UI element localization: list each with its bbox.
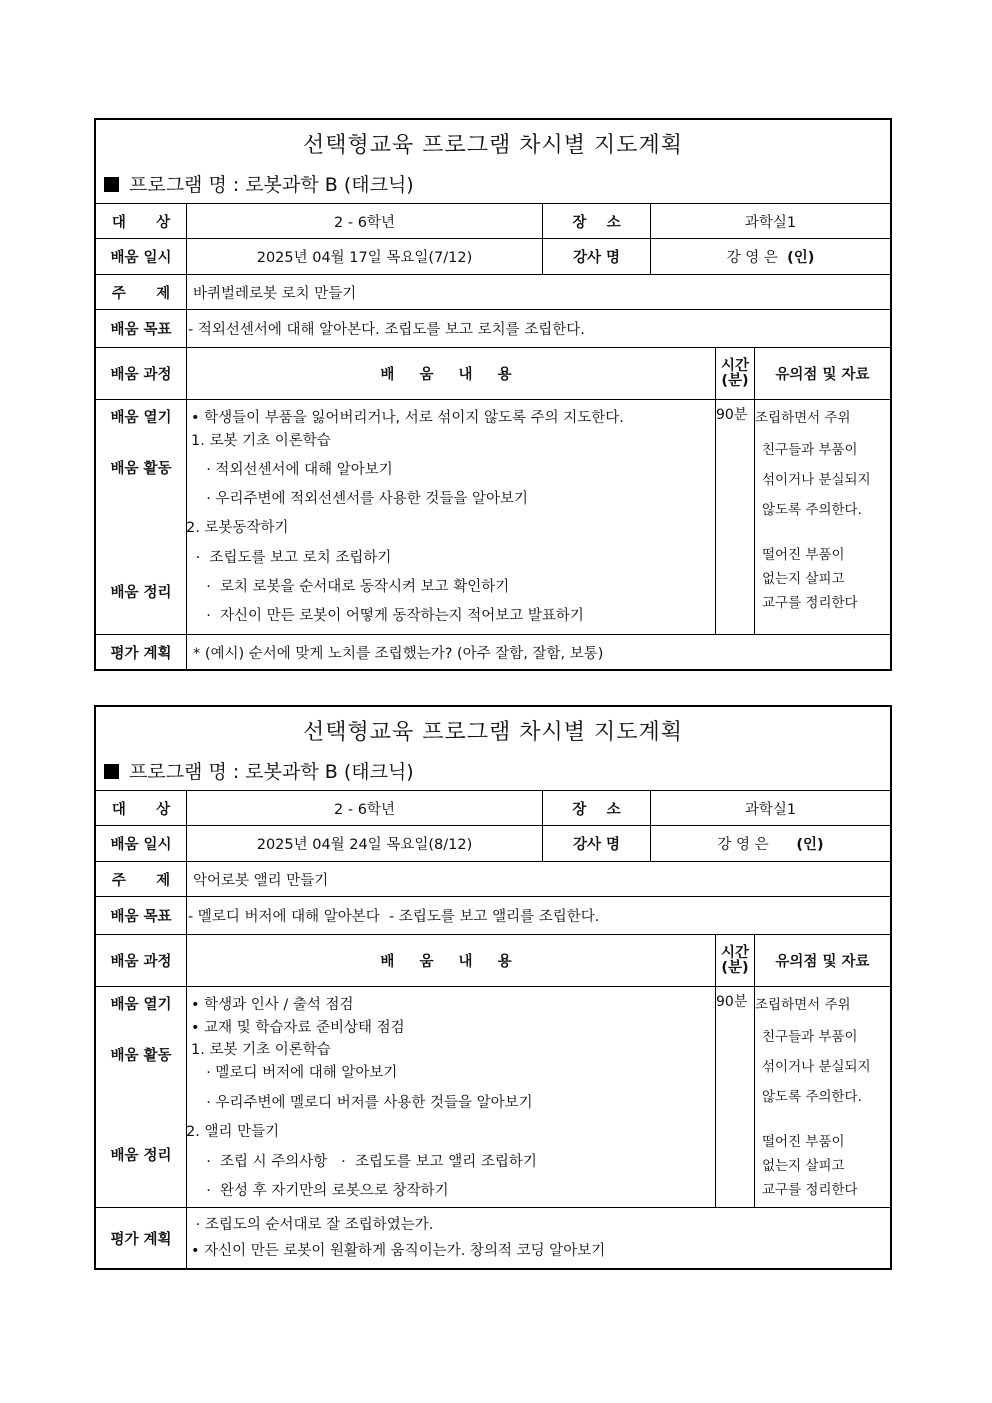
teacher-value: 강 영 은 (인) — [651, 826, 890, 861]
time-header: 시간 (분) — [716, 348, 755, 399]
content-header: 배 움 내 용 — [187, 348, 716, 399]
notes-line: 없는지 살피고 — [762, 1158, 845, 1174]
content-line: • 학생들이 부품을 잃어버리거나, 서로 섞이지 않도록 주의 지도한다. — [191, 410, 624, 426]
process-header: 배움 과정 — [96, 935, 187, 986]
target-label: 대 상 — [96, 204, 187, 238]
time-header: 시간 (분) — [716, 935, 755, 986]
plan-title: 선택형교육 프로그램 차시별 지도계획 — [302, 133, 683, 158]
notes-line: 떨어진 부품이 — [762, 1134, 845, 1150]
target-row — [96, 791, 890, 826]
date-row — [96, 239, 890, 275]
notes-line: 조립하면서 주위 — [755, 410, 851, 426]
square-bullet-icon — [104, 764, 119, 779]
topic-row — [96, 275, 890, 310]
notes-line: 친구들과 부품이 — [762, 442, 858, 458]
notes-header: 유의점 및 자료 — [775, 954, 870, 970]
content-line: · 완성 후 자기만의 로봇으로 창작하기 — [197, 1183, 449, 1199]
eval-label: 평가 계획 — [96, 1208, 187, 1268]
lesson-plan-1 — [94, 118, 892, 671]
notes-line: 친구들과 부품이 — [762, 1029, 858, 1045]
content-list — [187, 400, 716, 634]
content-line: 2. 로봇동작하기 — [186, 520, 289, 536]
content-row — [96, 987, 890, 1208]
content-line: 2. 앨리 만들기 — [186, 1124, 280, 1140]
stage-close: 배움 정리 — [110, 1148, 172, 1164]
time-cell — [716, 400, 755, 634]
content-line: • 교재 및 학습자료 준비상태 점검 — [191, 1020, 405, 1036]
topic-value: 악어로봇 앨리 만들기 — [193, 872, 329, 889]
content-row — [96, 400, 890, 635]
square-bullet-icon — [104, 177, 119, 192]
notes-line: 않도록 주의한다. — [762, 1089, 862, 1105]
content-line: · 조립 시 주의사항 · 조립도를 보고 앨리 조립하기 — [197, 1154, 537, 1170]
teacher-label: 강사 명 — [543, 239, 651, 274]
seal-mark: (인) — [787, 250, 815, 266]
notes-line: 교구를 정리한다 — [762, 595, 858, 611]
content-line: · 우리주변에 적외선센서를 사용한 것들을 알아보기 — [197, 491, 529, 507]
eval-value: * (예시) 순서에 맞게 노치를 조립했는가? (아주 잘함, 잘함, 보통) — [193, 645, 604, 662]
content-line: • 학생과 인사 / 출석 점검 — [191, 997, 354, 1013]
program-name: 프로그램 명 : 로봇과학 B (태크닉) — [104, 170, 414, 197]
eval-row — [96, 1208, 890, 1268]
notes-line: 조립하면서 주위 — [755, 997, 851, 1013]
seal-mark: (인) — [796, 837, 824, 853]
stage-activity: 배움 활동 — [110, 461, 172, 477]
time-value: 90분 — [716, 407, 748, 423]
content-list — [187, 987, 716, 1207]
goal-label: 배움 목표 — [96, 897, 187, 934]
topic-value: 바퀴벌레로봇 로치 만들기 — [193, 285, 357, 302]
notes-line: 떨어진 부품이 — [762, 547, 845, 563]
goal-row — [96, 897, 890, 935]
place-label: 장 소 — [543, 791, 651, 825]
notes-line: 섞이거나 분실되지 — [762, 472, 871, 488]
plan-header — [96, 707, 890, 791]
eval-label: 평가 계획 — [96, 635, 187, 669]
stage-open: 배움 열기 — [110, 997, 172, 1013]
notes-list — [755, 987, 890, 1207]
eval-line: • 자신이 만든 로봇이 원활하게 움직이는가. 창의적 코딩 알아보기 — [191, 1243, 606, 1259]
process-stages — [96, 987, 187, 1207]
target-value: 2 - 6학년 — [187, 791, 543, 825]
date-label: 배움 일시 — [96, 239, 187, 274]
stage-open: 배움 열기 — [110, 410, 172, 426]
notes-line: 교구를 정리한다 — [762, 1182, 858, 1198]
notes-header: 유의점 및 자료 — [775, 367, 870, 383]
target-label: 대 상 — [96, 791, 187, 825]
date-value: 2025년 04월 24일 목요일(8/12) — [187, 826, 543, 861]
program-name: 프로그램 명 : 로봇과학 B (태크닉) — [104, 757, 414, 784]
table-header-row — [96, 348, 890, 400]
notes-line: 섞이거나 분실되지 — [762, 1059, 871, 1075]
date-row — [96, 826, 890, 862]
time-value: 90분 — [716, 994, 748, 1010]
process-header: 배움 과정 — [96, 348, 187, 399]
content-line: · 우리주변에 멜로디 버저를 사용한 것들을 알아보기 — [197, 1095, 533, 1111]
eval-value — [187, 1208, 890, 1268]
eval-row — [96, 635, 890, 669]
process-stages — [96, 400, 187, 634]
content-line: 1. 로봇 기초 이론학습 — [191, 433, 331, 449]
plan-title: 선택형교육 프로그램 차시별 지도계획 — [302, 720, 683, 745]
teacher-value: 강 영 은 (인) — [651, 239, 890, 274]
notes-line: 않도록 주의한다. — [762, 502, 862, 518]
content-line: · 조립도를 보고 로치 조립하기 — [191, 550, 392, 566]
topic-row — [96, 862, 890, 897]
place-value: 과학실1 — [744, 801, 797, 818]
content-line: · 자신이 만든 로봇이 어떻게 동작하는지 적어보고 발표하기 — [197, 608, 584, 624]
topic-label: 주 제 — [96, 862, 187, 896]
content-line: 1. 로봇 기초 이론학습 — [191, 1042, 331, 1058]
topic-label: 주 제 — [96, 275, 187, 309]
stage-activity: 배움 활동 — [110, 1048, 172, 1064]
time-cell — [716, 987, 755, 1207]
target-row — [96, 204, 890, 239]
notes-line: 없는지 살피고 — [762, 571, 845, 587]
goal-row — [96, 310, 890, 348]
date-value: 2025년 04월 17일 목요일(7/12) — [187, 239, 543, 274]
content-line: · 멜로디 버저에 대해 알아보기 — [197, 1065, 398, 1081]
notes-list — [755, 400, 890, 634]
teacher-label: 강사 명 — [543, 826, 651, 861]
goal-value: - 멜로디 버저에 대해 알아본다 - 조립도를 보고 앨리를 조립한다. — [188, 909, 600, 925]
target-value: 2 - 6학년 — [187, 204, 543, 238]
date-label: 배움 일시 — [96, 826, 187, 861]
goal-value: - 적외선센서에 대해 알아본다. 조립도를 보고 로치를 조립한다. — [188, 322, 585, 338]
content-line: · 로치 로봇을 순서대로 동작시켜 보고 확인하기 — [197, 579, 510, 595]
table-header-row — [96, 935, 890, 987]
plan-header — [96, 120, 890, 204]
content-header: 배 움 내 용 — [187, 935, 716, 986]
place-value: 과학실1 — [744, 214, 797, 231]
eval-line: · 조립도의 순서대로 잘 조립하였는가. — [191, 1217, 434, 1233]
content-line: · 적외선센서에 대해 알아보기 — [197, 462, 393, 478]
lesson-plan-2 — [94, 705, 892, 1270]
goal-label: 배움 목표 — [96, 310, 187, 347]
stage-close: 배움 정리 — [110, 585, 172, 601]
place-label: 장 소 — [543, 204, 651, 238]
